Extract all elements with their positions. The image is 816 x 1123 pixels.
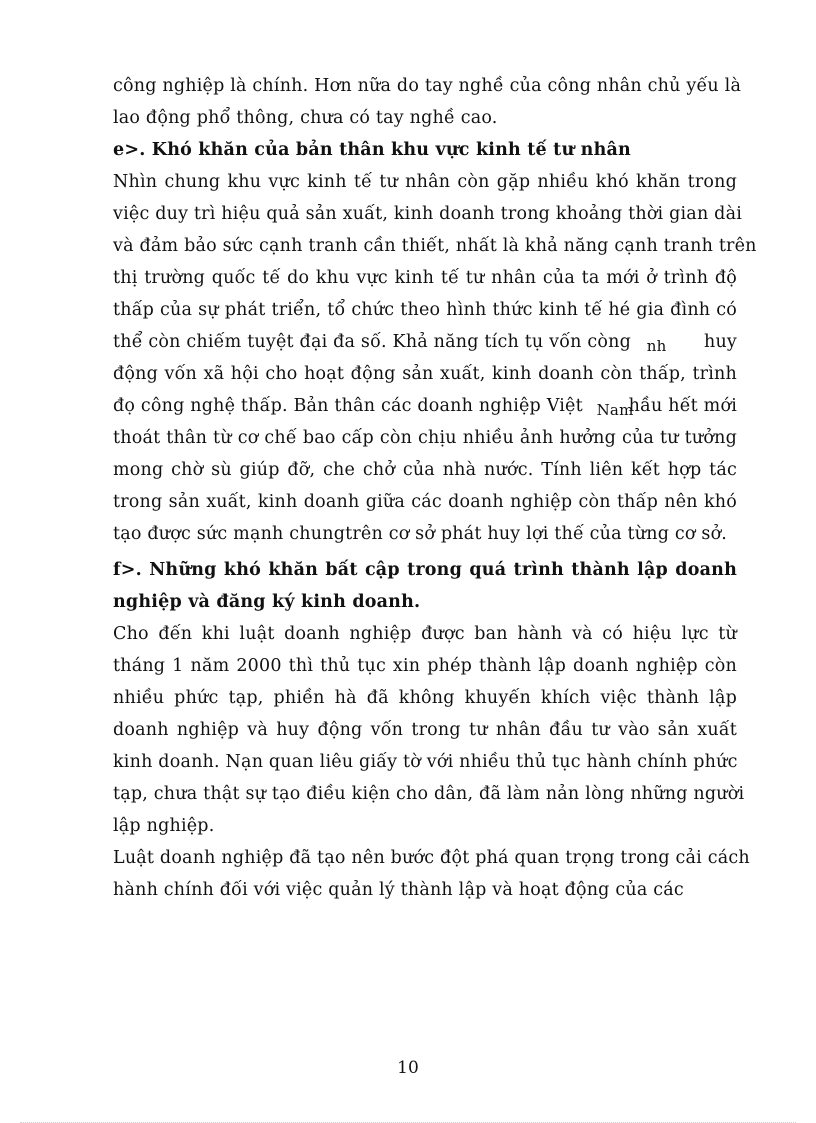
section-heading-e: e>. Khó khăn của bản thân khu vực kinh tế tư nhân	[113, 140, 631, 160]
body-text-line: kinh doanh. Nạn quan liêu giấy tờ với nhiều thủ tục hành chính phức	[113, 752, 738, 772]
page-number: 10	[397, 1058, 419, 1078]
body-text-line: Nhìn chung khu vực kinh tế tư nhân còn gặp nhiều khó khăn trong	[113, 172, 737, 192]
body-text-line: Cho đến khi luật doanh nghiệp được ban hành và có hiệu lực từ	[113, 624, 737, 644]
body-text-line: nhiều phức tạp, phiền hà đã không khuyến khích việc thành lập	[113, 688, 737, 708]
body-text-line: trong sản xuất, kinh doanh giữa các doanh nghiệp còn thấp nên khó	[113, 492, 737, 512]
body-text-line	[113, 396, 737, 419]
text-segment: huy	[703, 332, 737, 352]
text-segment: hầu hết mới	[628, 396, 737, 416]
body-text-line: việc duy trì hiệu quả sản xuất, kinh doanh trong khoảng thời gian dài	[113, 204, 743, 224]
text-segment: đọ công nghệ thấp. Bản thân các doanh nghiệp Việt	[113, 396, 583, 416]
text-segment: thể còn chiếm tuyệt đại đa số. Khả năng tích tụ vốn còng	[113, 332, 631, 352]
body-text-line: tháng 1 năm 2000 thì thủ tục xin phép thành lập doanh nghiệp còn	[113, 656, 737, 676]
body-text-line: hành chính đối với việc quản lý thành lập và hoạt động của các	[113, 880, 684, 900]
body-text-line: thị trường quốc tế do khu vực kinh tế tư nhân của ta mới ở trình độ	[113, 268, 737, 288]
body-text-line: thoát thân từ cơ chế bao cấp còn chịu nhiều ảnh hưởng của tư tưởng	[113, 428, 737, 448]
body-text-line: Luật doanh nghiệp đã tạo nên bước đột phá quan trọng trong cải cách	[113, 848, 750, 868]
body-text-line: mong chờ sù giúp đỡ, che chở của nhà nước. Tính liên kết hợp tác	[113, 460, 737, 480]
subscript-fragment: Nam	[596, 401, 634, 419]
body-text-line: tạp, chưa thật sự tạo điều kiện cho dân, đã làm nản lòng những người	[113, 784, 745, 804]
body-text-line: doanh nghiệp và huy động vốn trong tư nhân đầu tư vào sản xuất	[113, 720, 737, 740]
section-heading-f-continued: nghiệp và đăng ký kinh doanh.	[113, 592, 421, 612]
body-text-line: thấp của sự phát triển, tổ chức theo hình thức kinh tế hé gia đình có	[113, 300, 737, 320]
body-text-line: tạo được sức mạnh chungtrên cơ sở phát huy lợi thế của từng cơ sở.	[113, 524, 728, 544]
subscript-fragment: nh	[646, 337, 667, 355]
body-text-line: và đảm bảo sức cạnh tranh cần thiết, nhất là khả năng cạnh tranh trên	[113, 236, 757, 256]
body-text-line: lập nghiệp.	[113, 816, 215, 836]
body-text-line: lao động phổ thông, chưa có tay nghề cao.	[113, 108, 498, 128]
section-heading-f: f>. Những khó khăn bất cập trong quá trình thành lập doanh	[113, 560, 737, 580]
body-text-line: công nghiệp là chính. Hơn nữa do tay nghề của công nhân chủ yếu là	[113, 76, 742, 96]
body-text-line: động vốn xã hội cho hoạt động sản xuất, kinh doanh còn thấp, trình	[113, 364, 737, 384]
body-text-line	[113, 332, 737, 355]
